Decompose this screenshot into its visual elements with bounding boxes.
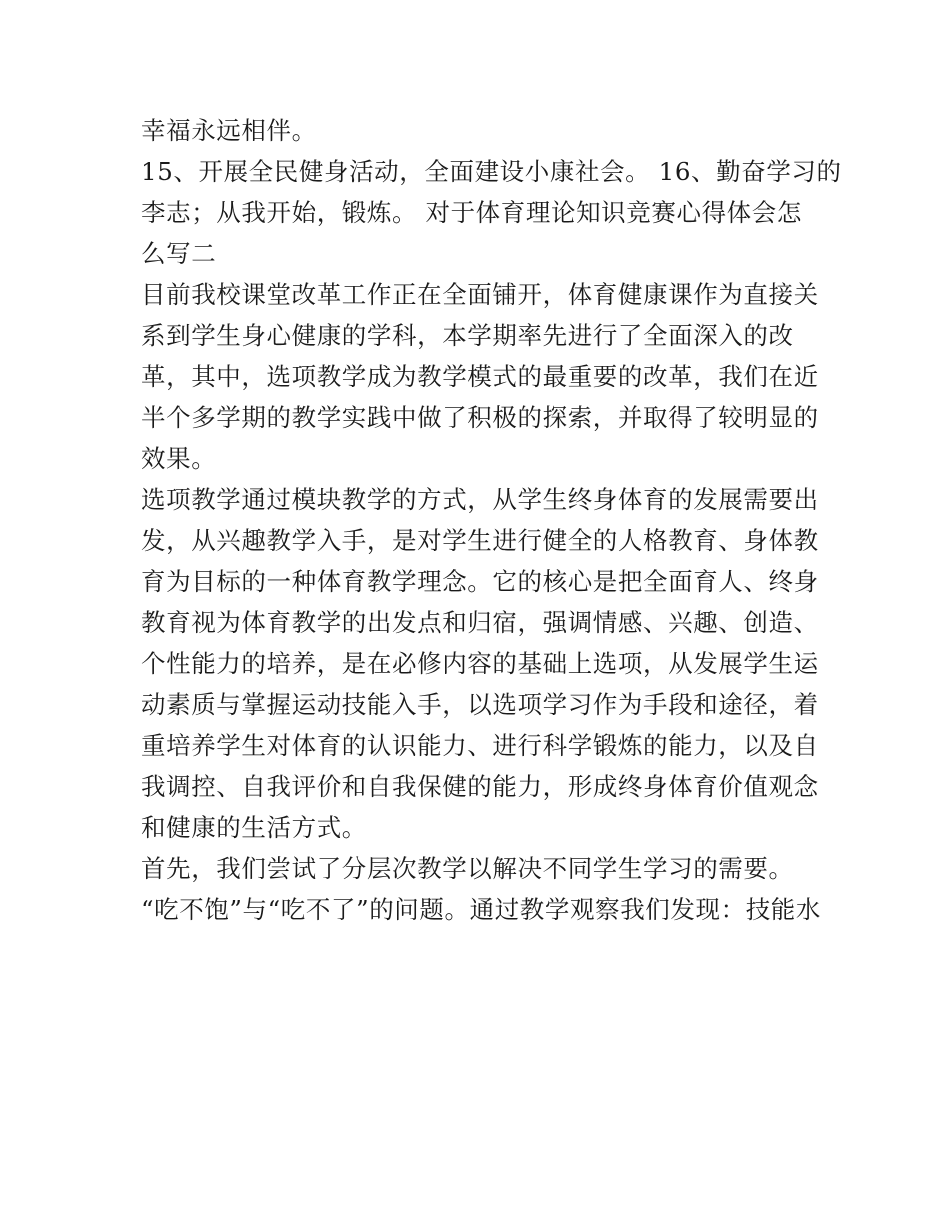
text-line-16: 重培养学生对体育的认识能力、进行科学锻炼的能力，以及自: [141, 731, 819, 760]
text-line-10: 选项教学通过模块教学的方式，从学生终身体育的发展需要出: [141, 485, 819, 514]
text-line-2: 15、开展全民健身活动，全面建设小康社会。 16、勤奋学习的: [141, 157, 842, 186]
text-line-1: 幸福永远相伴。: [141, 116, 317, 145]
text-line-13: 教育视为体育教学的出发点和归宿，强调情感、兴趣、创造、: [141, 608, 819, 637]
text-line-7: 革，其中，选项教学成为教学模式的最重要的改革，我们在近: [141, 362, 819, 391]
text-line-15: 动素质与掌握运动技能入手，以选项学习作为手段和途径，着: [141, 690, 819, 719]
text-line-14: 个性能力的培养，是在必修内容的基础上选项，从发展学生运: [141, 649, 819, 678]
text-line-3: 李志；从我开始，锻炼。 对于体育理论知识竞赛心得体会怎: [141, 198, 802, 227]
text-line-9: 效果。: [141, 444, 217, 473]
text-line-18: 和健康的生活方式。: [141, 813, 367, 842]
text-line-6: 系到学生身心健康的学科，本学期率先进行了全面深入的改: [141, 321, 794, 350]
document-body: [141, 110, 842, 930]
text-line-12: 育为目标的一种体育教学理念。它的核心是把全面育人、终身: [141, 567, 819, 596]
text-line-11: 发，从兴趣教学入手，是对学生进行健全的人格教育、身体教: [141, 526, 819, 555]
text-line-20: “吃不饱”与“吃不了”的问题。通过教学观察我们发现：技能水: [141, 895, 821, 924]
text-line-4: 么写二: [141, 239, 217, 268]
text-line-17: 我调控、自我评价和自我保健的能力，形成终身体育价值观念: [141, 772, 819, 801]
text-line-19: 首先，我们尝试了分层次教学以解决不同学生学习的需要。: [141, 854, 794, 883]
text-line-5: 目前我校课堂改革工作正在全面铺开，体育健康课作为直接关: [141, 280, 819, 309]
text-line-8: 半个多学期的教学实践中做了积极的探索，并取得了较明显的: [141, 403, 819, 432]
